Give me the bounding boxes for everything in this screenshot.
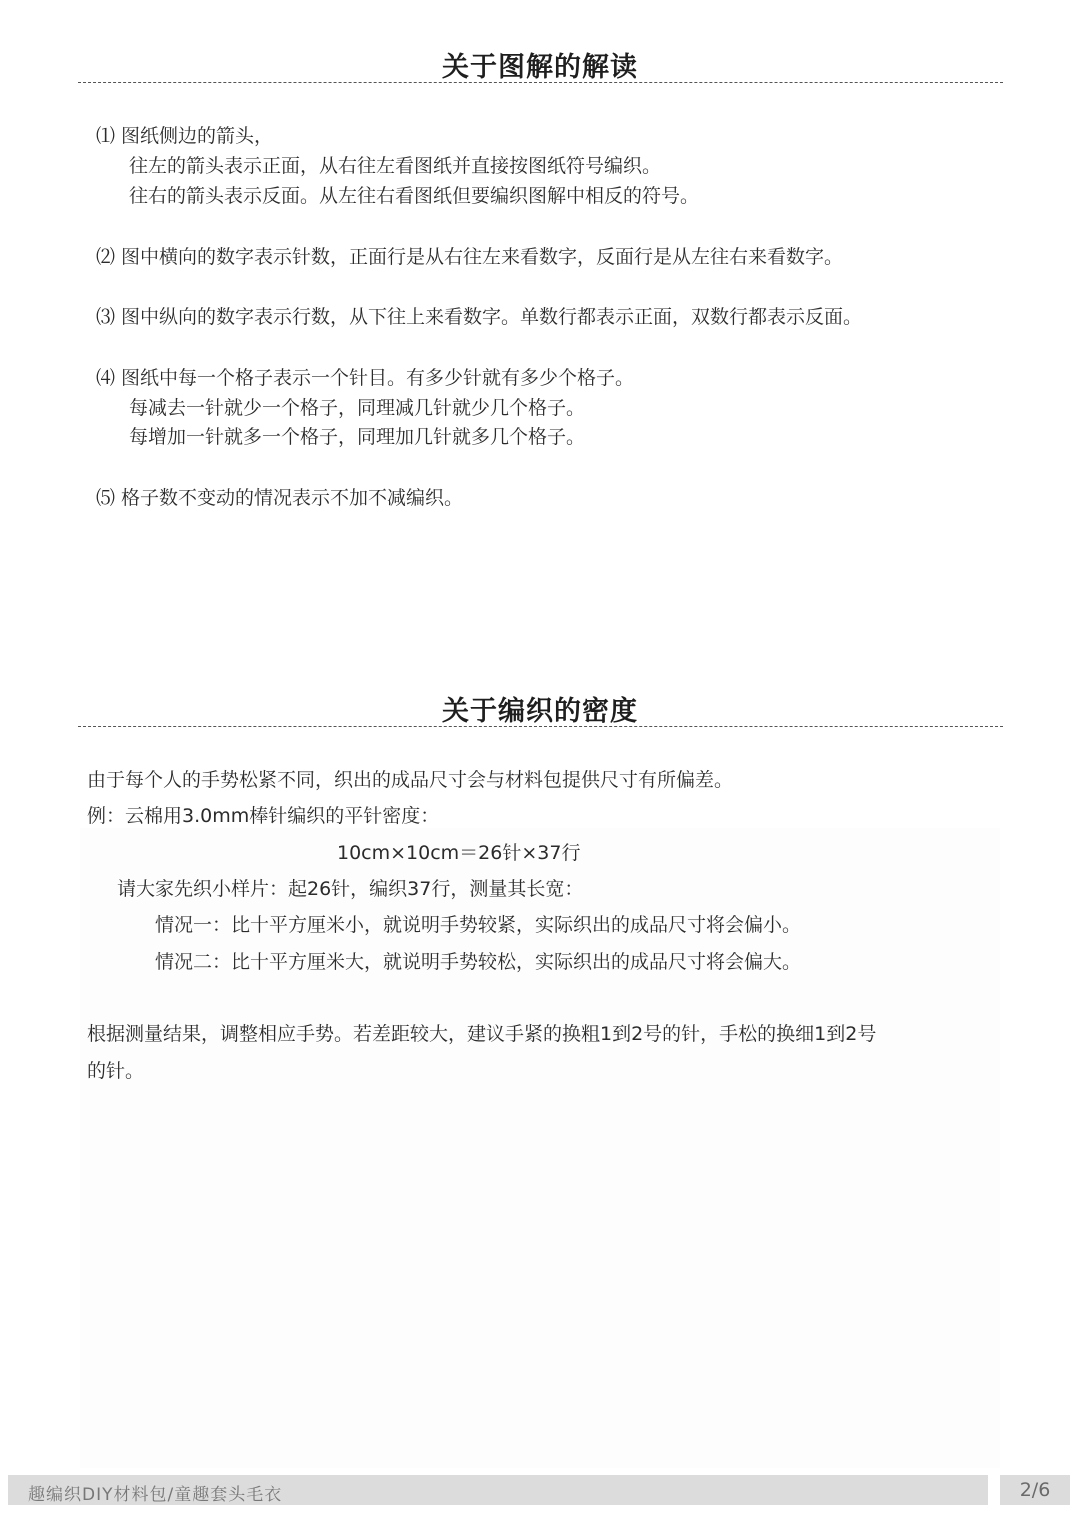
gauge-case-one: 情况一：比十平方厘米小，就说明手势较紧，实际织出的成品尺寸将会偏小。 — [155, 914, 802, 936]
diagram-note-4-increase: 每增加一针就多一个格子，同理加几针就多几个格子。 — [129, 426, 586, 448]
gauge-intro: 由于每个人的手势松紧不同，织出的成品尺寸会与材料包提供尺寸有所偏差。 — [87, 769, 734, 791]
page-number: 2/6 — [1019, 1479, 1051, 1501]
diagram-note-1-left-arrow: 往左的箭头表示正面，从右往左看图纸并直接按图纸符号编织。 — [129, 155, 662, 177]
section-divider — [78, 82, 1003, 83]
section-divider — [78, 726, 1003, 727]
gauge-example-label: 例：云棉用3.0mm棒针编织的平针密度： — [87, 805, 440, 827]
section-title-diagram-reading: 关于图解的解读 — [442, 52, 638, 83]
diagram-note-1-heading: ⑴ 图纸侧边的箭头， — [96, 125, 274, 147]
diagram-note-5: ⑸ 格子数不变动的情况表示不加不减编织。 — [96, 487, 464, 509]
footer-product-label: 趣编织DIY材料包/童趣套头毛衣 — [28, 1485, 283, 1505]
diagram-note-3: ⑶ 图中纵向的数字表示行数，从下往上来看数字。单数行都表示正面，双数行都表示反面。 — [96, 306, 863, 328]
gauge-swatch-instruction: 请大家先织小样片：起26针，编织37行，测量其长宽： — [117, 878, 584, 900]
gauge-adjust-advice: 根据测量结果，调整相应手势。若差距较大，建议手紧的换粗1到2号的针，手松的换细1到2号 — [87, 1023, 877, 1045]
diagram-note-2: ⑵ 图中横向的数字表示针数，正面行是从右往左来看数字，反面行是从左往右来看数字。 — [96, 246, 844, 268]
diagram-note-4-heading: ⑷ 图纸中每一个格子表示一个针目。有多少针就有多少个格子。 — [96, 367, 635, 389]
gauge-case-two: 情况二：比十平方厘米大，就说明手势较松，实际织出的成品尺寸将会偏大。 — [155, 951, 802, 973]
diagram-note-4-decrease: 每减去一针就少一个格子，同理减几针就少几个格子。 — [129, 397, 586, 419]
gauge-adjust-advice-cont: 的针。 — [87, 1060, 145, 1082]
diagram-note-1-right-arrow: 往右的箭头表示反面。从左往右看图纸但要编织图解中相反的符号。 — [129, 185, 700, 207]
gauge-formula: 10cm×10cm＝26针×37行 — [337, 842, 581, 864]
section-title-gauge: 关于编织的密度 — [442, 696, 638, 727]
